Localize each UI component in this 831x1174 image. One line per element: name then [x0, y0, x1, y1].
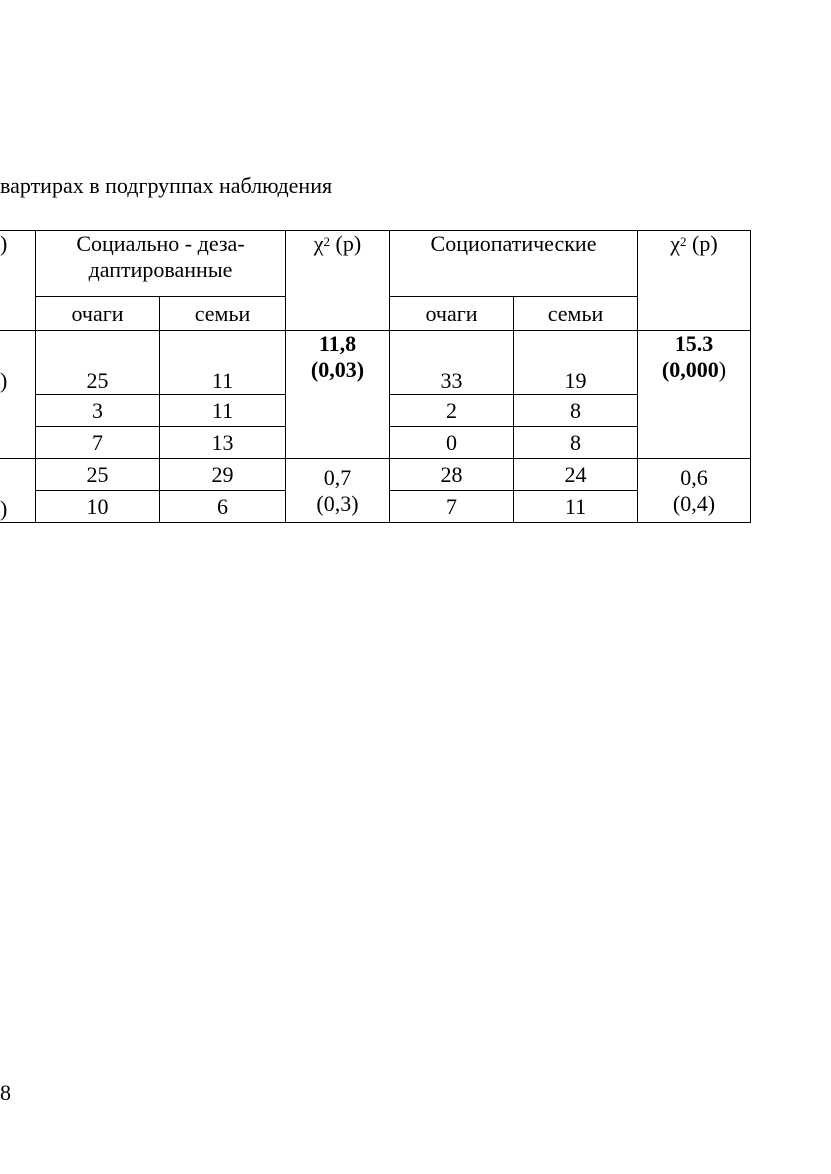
chi-p-value: (0,4): [672, 490, 716, 516]
cell-g2-ochagi: 7: [390, 491, 514, 523]
chi-p-value: (0,000: [661, 357, 719, 382]
header-chi-square-1: [286, 231, 390, 331]
cell-g1-ochagi: 3: [36, 395, 160, 427]
chi-p-close: ): [718, 357, 727, 382]
table-caption: вартирах в подгруппах наблюдения: [0, 173, 333, 198]
cell-g2-semi: 8: [514, 395, 638, 427]
header-group1-line2: даптированные: [88, 257, 233, 282]
cell-g1-semi: 11: [160, 395, 286, 427]
header-group-sociopathic: [390, 231, 638, 297]
chi-value: 0,7: [323, 464, 352, 490]
row-stub: [0, 331, 36, 459]
chi-value: 0,6: [680, 464, 708, 490]
cell-g2-semi: 8: [514, 427, 638, 459]
cell-g1-ochagi: 25: [36, 459, 160, 491]
header-stub-cell: [0, 231, 36, 331]
chi-p-label: (р): [330, 231, 362, 256]
subheader-semi-2: семьи: [514, 297, 638, 331]
cell-g1-semi: 11: [160, 331, 286, 395]
data-table: [0, 230, 751, 523]
chi-superscript: 2: [680, 234, 687, 249]
chi-p-label: (р): [686, 231, 718, 256]
cell-g2-ochagi: 2: [390, 395, 514, 427]
subheader-ochagi-2: очаги: [390, 297, 514, 331]
cell-g2-semi: 11: [514, 491, 638, 523]
header-stub-text: ): [0, 231, 8, 256]
chi-value: 11,8: [318, 331, 357, 356]
chi-p-value: (0,3): [316, 490, 359, 516]
cell-g1-semi: 29: [160, 459, 286, 491]
header-group2-text: Социопатические: [430, 231, 597, 256]
cell-g1-semi: 13: [160, 427, 286, 459]
chi-p-value: (0,03): [310, 357, 365, 382]
page-number: 8: [0, 1080, 11, 1105]
header-group1-line1: Социально - деза-: [76, 231, 245, 256]
header-chi-square-2: [638, 231, 751, 331]
subheader-semi-1: семьи: [160, 297, 286, 331]
chi-block-1-g2: [638, 331, 751, 459]
row-stub-text: ): [0, 368, 8, 393]
cell-g2-ochagi: 0: [390, 427, 514, 459]
chi-block-2-g2: [638, 459, 751, 523]
table-row: [0, 459, 751, 491]
chi-symbol: χ: [670, 231, 681, 256]
cell-g2-ochagi: 33: [390, 331, 514, 395]
chi-value: 15.3: [674, 331, 714, 356]
chi-block-1-g1: [286, 331, 390, 459]
row-stub-text: ): [0, 496, 8, 521]
cell-g1-ochagi: 7: [36, 427, 160, 459]
table-row: [0, 331, 751, 395]
header-group-social-maladapted: [36, 231, 286, 297]
subheader-ochagi-1: очаги: [36, 297, 160, 331]
cell-g2-semi: 19: [514, 331, 638, 395]
cell-g2-ochagi: 28: [390, 459, 514, 491]
cell-g1-semi: 6: [160, 491, 286, 523]
row-stub: [0, 459, 36, 523]
chi-block-2-g1: [286, 459, 390, 523]
cell-g1-ochagi: 10: [36, 491, 160, 523]
cell-g2-semi: 24: [514, 459, 638, 491]
chi-superscript: 2: [323, 234, 331, 249]
chi-symbol: χ: [313, 231, 324, 256]
cell-g1-ochagi: 25: [36, 331, 160, 395]
